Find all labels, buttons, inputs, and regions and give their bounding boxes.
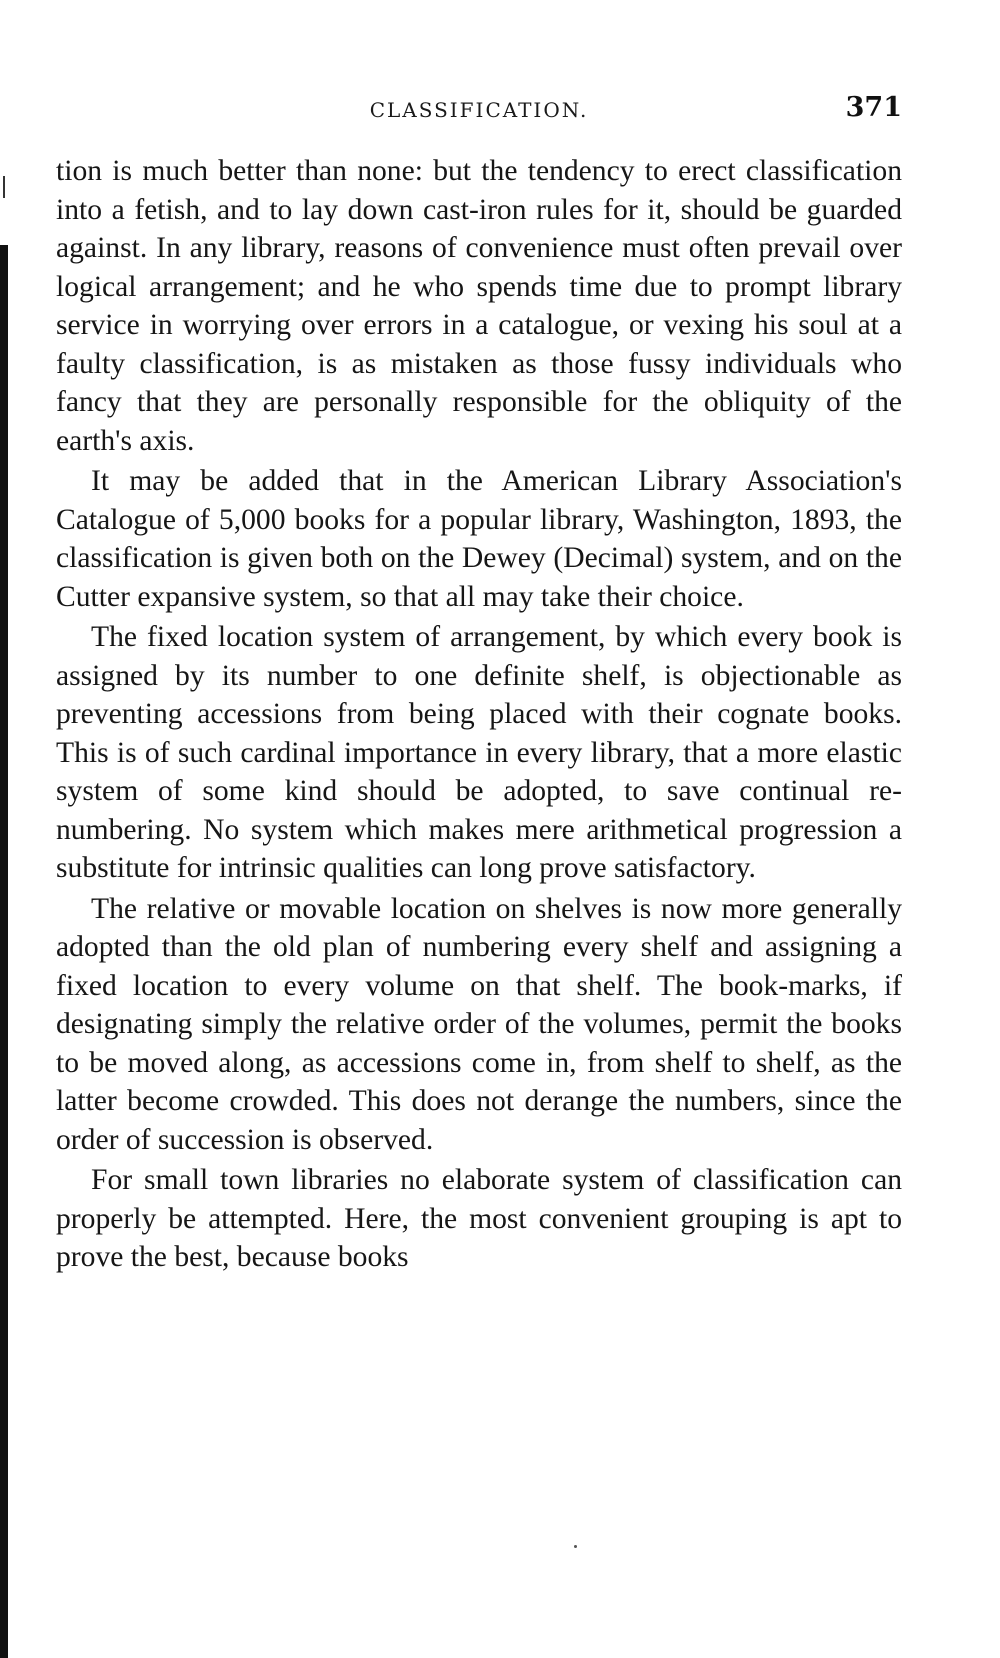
page-number: 371 [845,92,902,123]
paragraph-fixed-location: The fixed location system of arrangement, by which every book is assigned by its number to one definite shelf, is objectionable as preventing accessions from being placed with their cognate books. This is of such cardinal importance in every library, that a more elastic system of some kind should be adopted, to save continual re-numbering. No system which makes mere arithmetical progression a substitute for intrinsic qualities can long prove satisfactory. [56,621,902,884]
body-text [56,152,902,1277]
running-title: CLASSIFICATION. [369,98,589,122]
scan-speck [574,1545,577,1548]
paragraph-relative-location: The relative or movable location on shelves is now more generally adopted than the old plan of numbering every shelf and assigning a fixed location to every volume on that shelf. The book-marks, if designating simply the relative order of the volumes, permit the books to be moved along, as accessions come in, from shelf to shelf, as the latter become crowded. This does not derange the numbers, since the order of succession is observed. [56,892,902,1156]
paragraph-continued: tion is much better than none: but the tendency to erect classification into a fetish, and to lay down cast-iron rules for it, should be guarded against. In any library, reasons of convenience must often prevail over logical arrangement; and he who spends time due to prompt library service in worrying over errors in a catalogue, or vexing his soul at a faulty classification, is as mistaken as those fussy individuals who fancy that they are personally responsible for the obliquity of the earth's axis. [56,155,902,457]
scan-edge-shadow [0,245,8,1658]
paragraph-small-libraries: For small town libraries no elaborate system of classification can properly be attempted. Here, the most convenient grouping is apt to prove the best, because books [56,1164,902,1273]
scan-edge-tick [3,176,5,198]
paragraph-ala-catalogue: It may be added that in the American Library Association's Catalogue of 5,000 books for a popular library, Washington, 1893, the classification is given both on the Dewey (Decimal) system, and on the Cutter expansive system, so that all may take their choice. [56,465,902,613]
running-head [56,92,902,128]
